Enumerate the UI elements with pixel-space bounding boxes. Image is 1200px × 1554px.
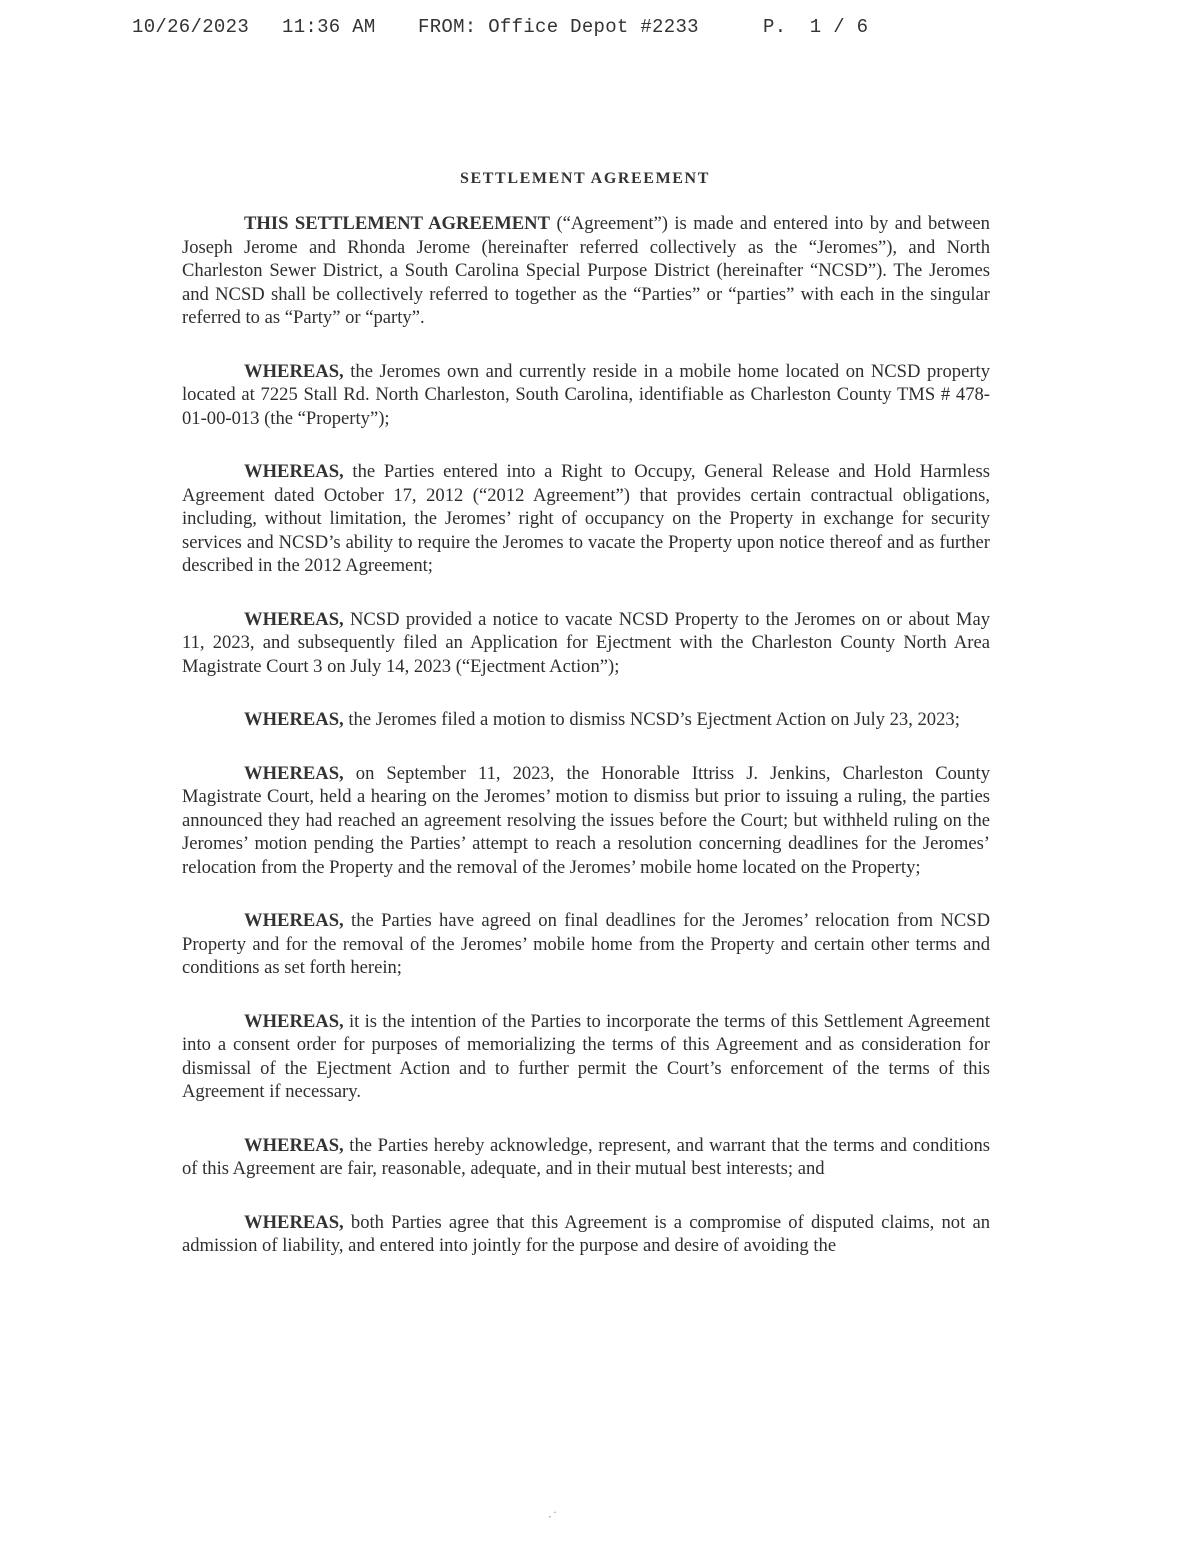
fax-sender: FROM: Office Depot #2233	[418, 16, 699, 38]
document-title: SETTLEMENT AGREEMENT	[460, 170, 710, 187]
paragraph-whereas-9	[182, 1211, 990, 1258]
paragraph-text: (“Agreement”) is made and entered into by and between Joseph Jerome and Rhonda Jerome (hereinafter referred collectively as the “Jeromes”), and North Charleston Sewer District, a South Carolina Special Purpose District (hereinafter “NCSD”). The Jeromes and NCSD shall be collectively referred to together as the “Parties” or “parties” with each in the singular referred to as “Party” or “party”.	[182, 213, 990, 328]
paragraph-lead: THIS SETTLEMENT AGREEMENT	[244, 213, 550, 234]
paragraph-text: NCSD provided a notice to vacate NCSD Property to the Jeromes on or about May 11, 2023, and subsequently filed an Application for Ejectment with the Charleston County North Area Magistrate Court 3 on July 14, 2023 (“Ejectment Action”);	[182, 608, 990, 677]
paragraph-text: the Parties have agreed on final deadlines for the Jeromes’ relocation from NCSD Property and for the removal of the Jeromes’ mobile home from the Property and certain other terms and conditions as set forth herein;	[182, 910, 990, 978]
paragraph-lead: WHEREAS,	[244, 1134, 344, 1156]
paragraph-text: the Jeromes own and currently reside in a mobile home located on NCSD property located at 7225 Stall Rd. North Charleston, South Carolina, identifiable as Charleston County TMS # 478-01-00-013 (the “Property”);	[182, 360, 990, 429]
fax-header	[132, 16, 868, 38]
scan-speck: ·˙	[548, 1510, 558, 1524]
fax-page-number: P. 1 / 6	[763, 16, 869, 38]
paragraph-whereas-4	[182, 708, 990, 732]
paragraph-lead: WHEREAS,	[244, 360, 344, 382]
paragraph-lead: WHEREAS,	[244, 608, 344, 630]
paragraph-whereas-7	[182, 1010, 990, 1104]
paragraph-lead: WHEREAS,	[244, 910, 344, 931]
paragraph-whereas-3	[182, 608, 990, 679]
document-body	[182, 212, 990, 1288]
paragraph-lead: WHEREAS,	[244, 1010, 344, 1032]
paragraph-preamble	[182, 212, 990, 330]
paragraph-whereas-5	[182, 762, 990, 880]
paragraph-text: the Parties hereby acknowledge, represent, and warrant that the terms and conditions of this Agreement are fair, reasonable, adequate, and in their mutual best interests; and	[182, 1134, 990, 1179]
paragraph-lead: WHEREAS,	[244, 762, 344, 784]
paragraph-text: it is the intention of the Parties to incorporate the terms of this Settlement Agreement into a consent order for purposes of memorializing the terms of this Agreement and as consideration for dismissal of the Ejectment Action and to further permit the Court’s enforcement of the terms of this Agreement if necessary.	[182, 1010, 990, 1102]
paragraph-text: both Parties agree that this Agreement is a compromise of disputed claims, not an admission of liability, and entered into jointly for the purpose and desire of avoiding the	[182, 1211, 990, 1256]
paragraph-whereas-8	[182, 1134, 990, 1181]
fax-time: 11:36 AM	[282, 16, 376, 38]
paragraph-lead: WHEREAS,	[244, 1211, 344, 1233]
fax-date: 10/26/2023	[132, 16, 250, 38]
paragraph-text: the Parties entered into a Right to Occupy, General Release and Hold Harmless Agreement dated October 17, 2012 (“2012 Agreement”) that provides certain contractual obligations, including, without limitation, the Jeromes’ right of occupancy on the Property in exchange for security services and NCSD’s ability to require the Jeromes to vacate the Property upon notice thereof and as further described in the 2012 Agreement;	[182, 461, 990, 576]
paragraph-whereas-1	[182, 360, 990, 431]
paragraph-text: on September 11, 2023, the Honorable Ittriss J. Jenkins, Charleston County Magistrate Court, held a hearing on the Jeromes’ motion to dismiss but prior to issuing a ruling, the parties announced they had reached an agreement resolving the issues before the Court; but withheld ruling on the Jeromes’ motion pending the Parties’ attempt to reach a resolution concerning deadlines for the Jeromes’ relocation from the Property and the removal of the Jeromes’ mobile home located on the Property;	[182, 762, 990, 878]
paragraph-whereas-2	[182, 460, 990, 578]
paragraph-lead: WHEREAS,	[244, 709, 344, 730]
paragraph-text: the Jeromes filed a motion to dismiss NCSD’s Ejectment Action on July 23, 2023;	[343, 709, 960, 730]
paragraph-lead: WHEREAS,	[244, 461, 344, 482]
paragraph-whereas-6	[182, 909, 990, 980]
